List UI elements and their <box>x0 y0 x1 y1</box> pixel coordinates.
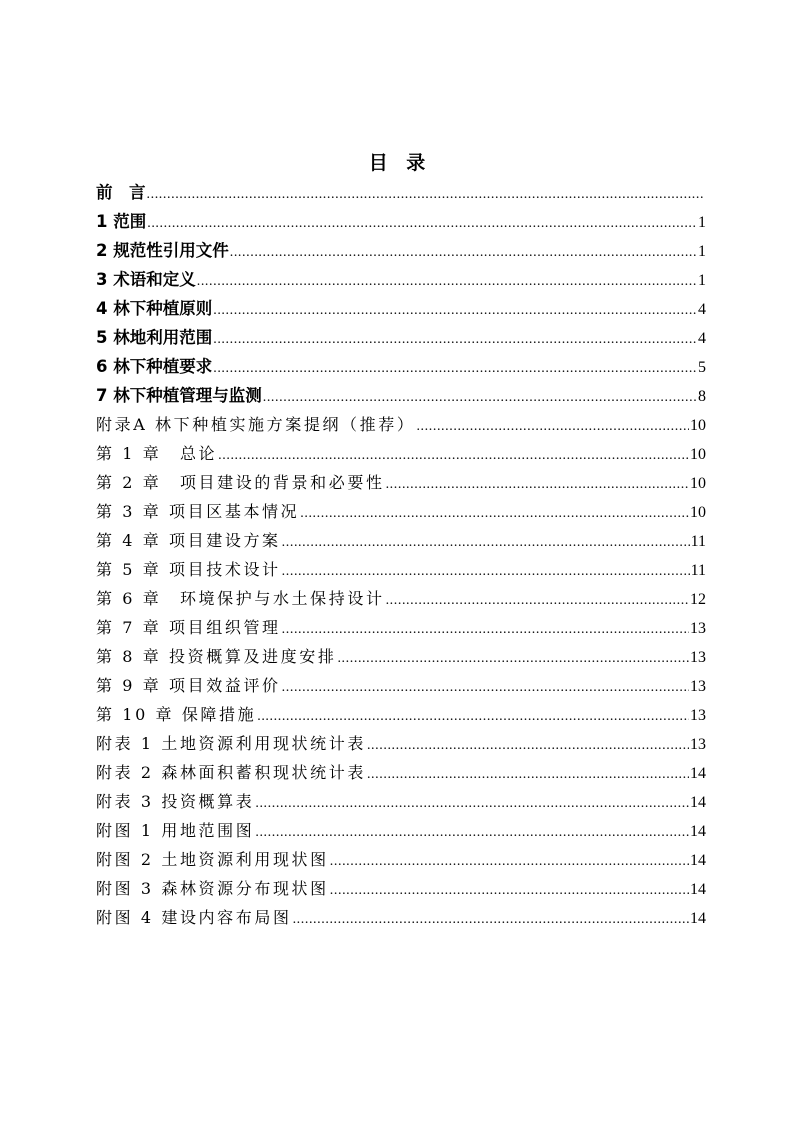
toc-leader-dots <box>213 354 697 383</box>
toc-entry[interactable] <box>96 352 706 381</box>
toc-entry-page: 13 <box>690 707 706 724</box>
toc-entry-page: 14 <box>690 794 706 811</box>
toc-entry-page: 10 <box>690 446 706 463</box>
toc-entry-label: 附图 3 森林资源分布现状图 <box>96 879 329 898</box>
toc-entry-label: 7 林下种植管理与监测 <box>96 386 262 405</box>
toc-entry[interactable] <box>96 323 706 352</box>
toc-entry-label: 第 5 章 项目技术设计 <box>96 560 281 579</box>
toc-leader-dots <box>282 557 690 586</box>
toc-title: 目 录 <box>368 152 432 174</box>
toc-entry-label: 第 9 章 项目效益评价 <box>96 676 281 695</box>
toc-leader-dots <box>255 789 689 818</box>
toc-entry[interactable] <box>96 526 706 555</box>
toc-leader-dots <box>300 499 689 528</box>
toc-entry[interactable] <box>96 700 706 729</box>
toc-entry-label: 第 8 章 投资概算及进度安排 <box>96 647 337 666</box>
toc-entry-page: 10 <box>690 504 706 521</box>
toc-leader-dots <box>282 528 690 557</box>
toc-entry-page: 14 <box>690 881 706 898</box>
toc-entry-label: 附图 2 土地资源利用现状图 <box>96 850 329 869</box>
toc-entry-label: 5 林地利用范围 <box>96 328 213 347</box>
toc-leader-dots <box>293 905 689 934</box>
toc-leader-dots <box>386 586 689 615</box>
toc-leader-dots <box>367 760 689 789</box>
toc-entry-label: 附录A 林下种植实施方案提纲（推荐） <box>96 415 416 434</box>
toc-list <box>96 178 706 932</box>
toc-entry[interactable] <box>96 265 706 294</box>
toc-entry[interactable] <box>96 497 706 526</box>
toc-entry-label: 第 10 章 保障措施 <box>96 705 257 724</box>
toc-leader-dots <box>367 731 689 760</box>
toc-entry-page: 5 <box>698 359 706 376</box>
toc-entry-page: 13 <box>690 678 706 695</box>
toc-entry-label: 第 6 章 环境保护与水土保持设计 <box>96 589 385 608</box>
toc-entry-label: 附表 3 投资概算表 <box>96 792 255 811</box>
toc-entry-page: 1 <box>698 243 706 260</box>
toc-entry[interactable] <box>96 816 706 845</box>
toc-entry[interactable] <box>96 874 706 903</box>
toc-entry[interactable] <box>96 207 706 236</box>
toc-entry[interactable] <box>96 468 706 497</box>
toc-entry-page: 4 <box>698 330 706 347</box>
toc-entry[interactable] <box>96 410 706 439</box>
toc-leader-dots <box>255 818 689 847</box>
toc-entry[interactable] <box>96 903 706 932</box>
toc-entry[interactable] <box>96 758 706 787</box>
toc-entry-page: 8 <box>698 388 706 405</box>
toc-entry-page: 14 <box>690 765 706 782</box>
toc-entry-label: 附图 4 建设内容布局图 <box>96 908 292 927</box>
toc-entry-label: 4 林下种植原则 <box>96 299 213 318</box>
toc-entry-label: 3 术语和定义 <box>96 270 196 289</box>
toc-entry[interactable] <box>96 642 706 671</box>
toc-leader-dots <box>218 441 689 470</box>
toc-entry[interactable] <box>96 787 706 816</box>
toc-entry-label: 6 林下种植要求 <box>96 357 213 376</box>
toc-leader-dots <box>257 702 689 731</box>
toc-entry-label: 附表 1 土地资源利用现状统计表 <box>96 734 366 753</box>
toc-entry-page: 4 <box>698 301 706 318</box>
toc-leader-dots <box>337 644 689 673</box>
toc-entry[interactable] <box>96 236 706 265</box>
toc-leader-dots <box>386 470 689 499</box>
toc-entry-label: 第 2 章 项目建设的背景和必要性 <box>96 473 385 492</box>
toc-entry-page: 11 <box>690 562 706 579</box>
toc-entry-label: 前 言 <box>96 183 146 202</box>
toc-leader-dots <box>282 615 689 644</box>
toc-entry[interactable] <box>96 381 706 410</box>
toc-entry-label: 第 3 章 项目区基本情况 <box>96 502 300 521</box>
toc-entry[interactable] <box>96 555 706 584</box>
toc-entry-label: 第 7 章 项目组织管理 <box>96 618 281 637</box>
toc-entry-label: 第 4 章 项目建设方案 <box>96 531 281 550</box>
toc-leader-dots <box>282 673 689 702</box>
toc-entry-label: 附表 2 森林面积蓄积现状统计表 <box>96 763 366 782</box>
toc-entry-label: 2 规范性引用文件 <box>96 241 229 260</box>
toc-entry[interactable] <box>96 294 706 323</box>
toc-entry-page: 10 <box>690 417 706 434</box>
toc-entry-page: 14 <box>690 910 706 927</box>
toc-entry-label: 第 1 章 总论 <box>96 444 218 463</box>
toc-leader-dots <box>330 847 689 876</box>
toc-entry-page: 13 <box>690 620 706 637</box>
toc-entry[interactable] <box>96 845 706 874</box>
toc-leader-dots <box>213 325 697 354</box>
toc-leader-dots <box>147 180 706 209</box>
toc-entry[interactable] <box>96 178 706 207</box>
toc-entry-page: 10 <box>690 475 706 492</box>
toc-entry[interactable] <box>96 613 706 642</box>
toc-entry[interactable] <box>96 671 706 700</box>
toc-leader-dots <box>147 209 697 238</box>
toc-entry-page: 13 <box>690 736 706 753</box>
toc-leader-dots <box>263 383 697 412</box>
toc-entry-page: 1 <box>698 272 706 289</box>
toc-leader-dots <box>197 267 697 296</box>
toc-entry-page: 12 <box>690 591 706 608</box>
toc-entry-label: 附图 1 用地范围图 <box>96 821 255 840</box>
toc-leader-dots <box>230 238 697 267</box>
toc-entry-label: 1 范围 <box>96 212 147 231</box>
toc-entry[interactable] <box>96 584 706 613</box>
toc-entry-page: 1 <box>698 214 706 231</box>
toc-entry-page: 13 <box>690 649 706 666</box>
toc-entry[interactable] <box>96 729 706 758</box>
toc-leader-dots <box>330 876 689 905</box>
toc-leader-dots <box>213 296 697 325</box>
toc-entry[interactable] <box>96 439 706 468</box>
toc-entry-page: 14 <box>690 823 706 840</box>
toc-entry-page: 11 <box>690 533 706 550</box>
toc-leader-dots <box>416 412 689 441</box>
toc-entry-page: 14 <box>690 852 706 869</box>
